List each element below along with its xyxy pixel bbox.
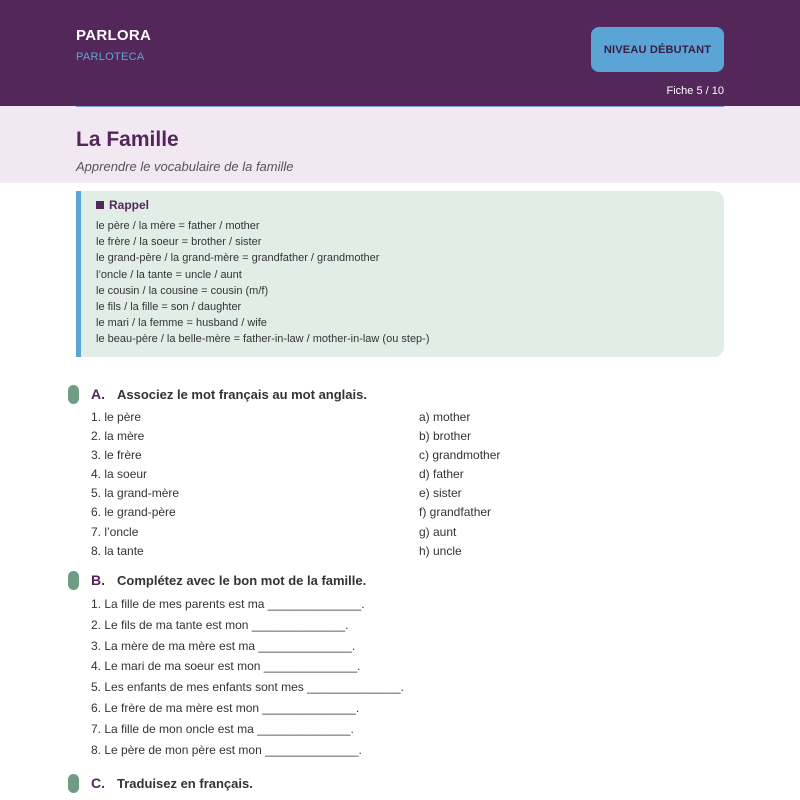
sheet-counter: Fiche 5 / 10 xyxy=(666,85,724,97)
brand-name: PARLORA xyxy=(76,27,152,44)
section-marker-icon xyxy=(68,385,79,404)
reminder-line: le grand-père / la grand-mère = grandfather / grandmother xyxy=(96,252,380,265)
reminder-line: l’oncle / la tante = uncle / aunt xyxy=(96,268,242,281)
reminder-header xyxy=(96,198,724,212)
list-item: e) sister xyxy=(419,486,462,501)
section-marker-icon xyxy=(68,774,79,793)
section-letter: C. xyxy=(91,775,105,791)
list-item: 6. Le frère de ma mère est mon ______________. xyxy=(91,700,360,715)
section-header xyxy=(68,570,728,590)
list-item: 8. la tante xyxy=(91,543,144,558)
list-item: 7. l’oncle xyxy=(91,524,139,539)
list-item: 4. la soeur xyxy=(91,467,148,482)
list-item: f) grandfather xyxy=(419,505,492,520)
reminder-line: le frère / la soeur = brother / sister xyxy=(96,236,262,249)
list-item: 5. la grand-mère xyxy=(91,486,180,501)
list-item: 1. le père xyxy=(91,410,142,424)
page-title: La Famille xyxy=(76,128,179,151)
fill-in-list xyxy=(91,594,404,760)
section-header xyxy=(68,384,728,404)
list-item: h) uncle xyxy=(419,543,462,558)
list-item: d) father xyxy=(419,467,464,482)
section-marker-icon xyxy=(68,571,79,590)
list-item: 8. Le père de mon père est mon ______________. xyxy=(91,742,362,757)
reminder-line: le cousin / la cousine = cousin (m/f) xyxy=(96,284,269,297)
sub-brand: PARLOTECA xyxy=(76,51,145,63)
reminder-line: le beau-père / la belle-mère = father-in-law / mother-in-law (ou step-) xyxy=(96,333,430,346)
divider xyxy=(76,106,724,107)
list-item: 3. La mère de ma mère est ma ______________. xyxy=(91,638,356,653)
list-item: 3. le frère xyxy=(91,448,142,463)
list-item: 5. Les enfants de mes enfants sont mes ______________. xyxy=(91,680,404,695)
list-item: 2. la mère xyxy=(91,429,145,444)
page-header xyxy=(0,0,800,106)
square-bullet-icon xyxy=(96,201,104,209)
list-item: 6. le grand-père xyxy=(91,505,176,520)
list-item: c) grandmother xyxy=(419,448,501,463)
reminder-line: le père / la mère = father / mother xyxy=(96,220,260,232)
reminder-title: Rappel xyxy=(109,198,150,212)
reminder-box xyxy=(76,191,724,357)
title-band xyxy=(0,106,800,183)
section-c xyxy=(68,773,728,793)
french-word-list xyxy=(91,408,179,561)
section-letter: A. xyxy=(91,386,105,402)
section-title: Associez le mot français au mot anglais. xyxy=(117,386,367,402)
section-title: Complétez avec le bon mot de la famille. xyxy=(117,572,367,588)
list-item: b) brother xyxy=(419,429,472,444)
section-title: Traduisez en français. xyxy=(117,775,253,791)
level-badge: NIVEAU DÉBUTANT xyxy=(591,27,724,72)
section-b xyxy=(68,570,728,757)
list-item: a) mother xyxy=(419,410,471,424)
section-header xyxy=(68,773,728,793)
list-item: g) aunt xyxy=(419,524,457,539)
section-a xyxy=(68,384,728,558)
page-subtitle: Apprendre le vocabulaire de la famille xyxy=(76,159,294,174)
english-word-list xyxy=(419,408,500,561)
reminder-line: le fils / la fille = son / daughter xyxy=(96,301,242,314)
list-item: 1. La fille de mes parents est ma ______________. xyxy=(91,597,365,611)
list-item: 4. Le mari de ma soeur est mon ______________. xyxy=(91,659,361,674)
reminder-line: le mari / la femme = husband / wife xyxy=(96,317,267,330)
section-letter: B. xyxy=(91,572,105,588)
list-item: 7. La fille de mon oncle est ma ______________. xyxy=(91,721,354,736)
list-item: 2. Le fils de ma tante est mon ______________. xyxy=(91,617,349,632)
